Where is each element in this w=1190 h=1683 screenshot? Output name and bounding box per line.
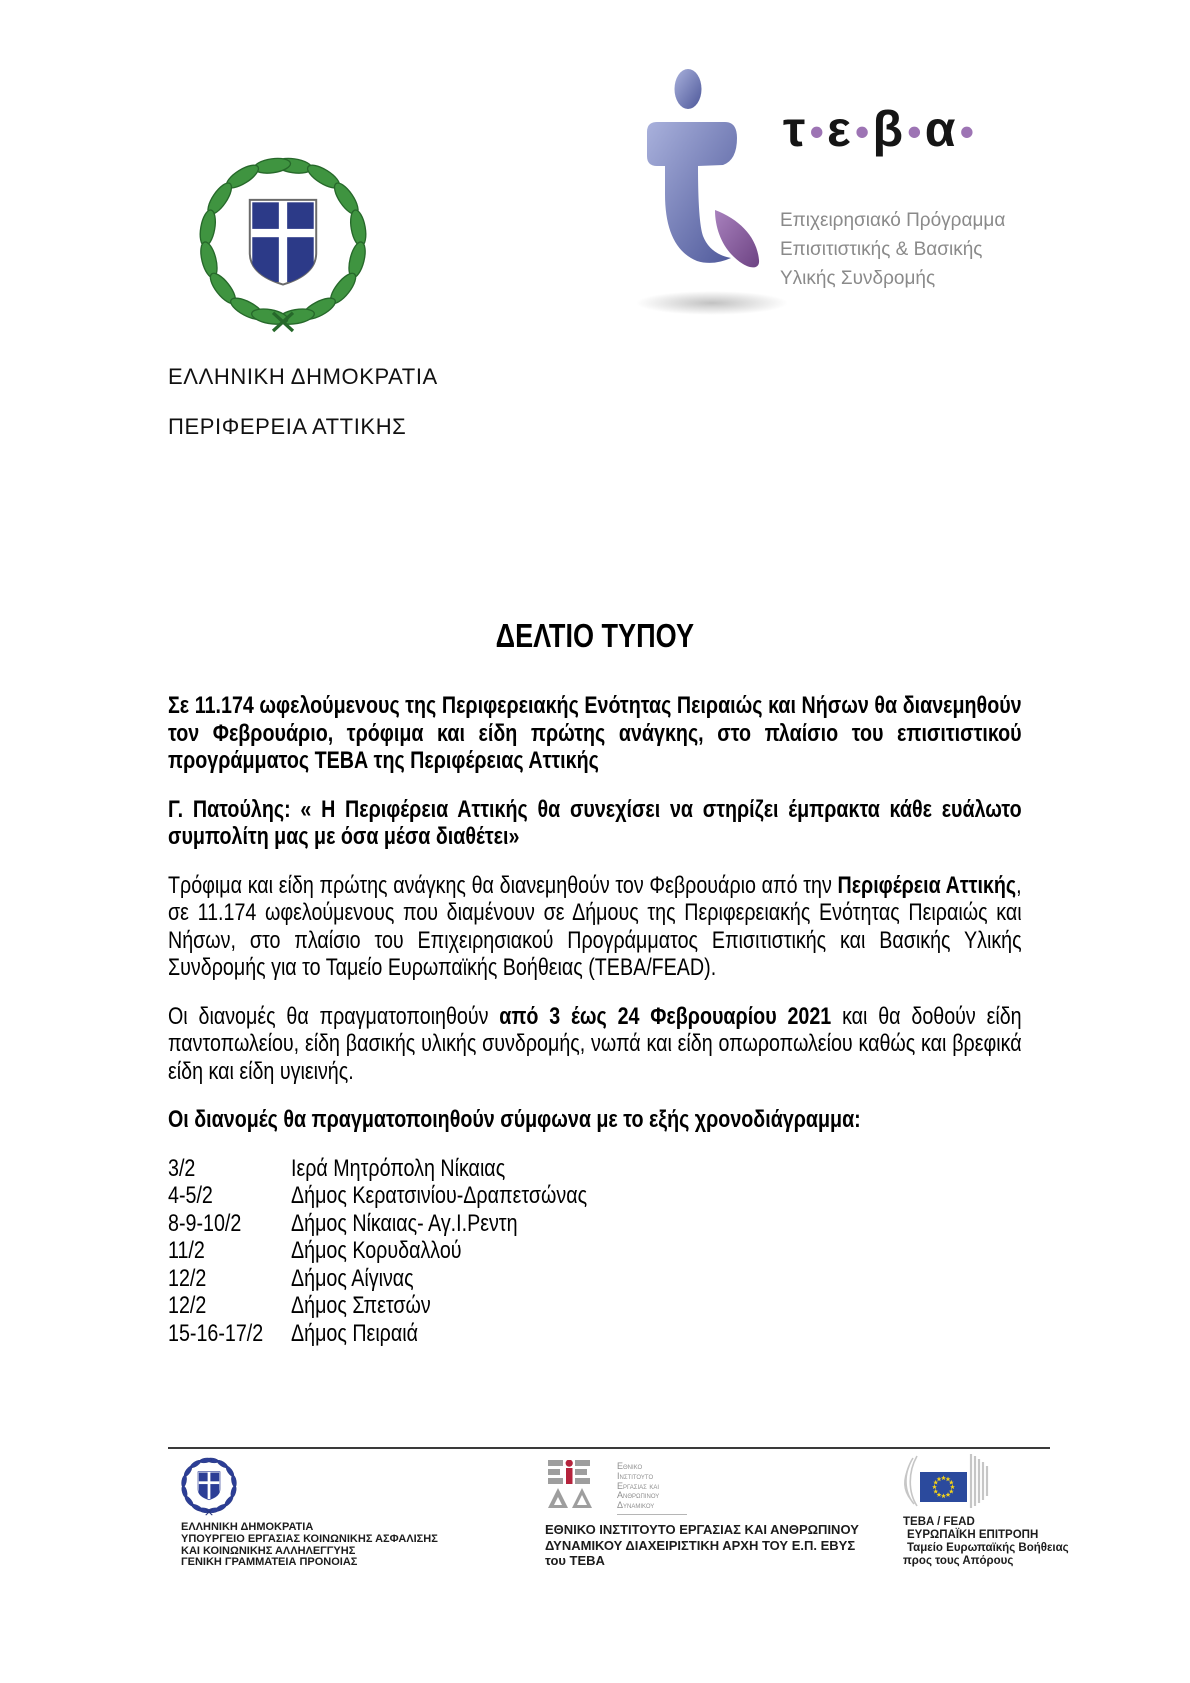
schedule-location: Δήμος Κερατσινίου-Δραπετσώνας	[291, 1182, 588, 1209]
schedule-date: 15-16-17/2	[168, 1319, 264, 1347]
schedule-row	[168, 1320, 1022, 1348]
teba-dot-icon: •	[959, 108, 975, 155]
footer-line: ΕΘΝΙΚΟ ΙΝΣΤΙΤΟΥΤΟ ΕΡΓΑΣΙΑΣ ΚΑΙ ΑΝΘΡΩΠΙΝΟΥ	[545, 1522, 859, 1537]
schedule-date: 11/2	[168, 1237, 205, 1264]
eiead-logo-caption	[617, 1462, 687, 1515]
footer-line: TEBA / FEAD	[903, 1516, 975, 1528]
footer-ministry-block	[181, 1522, 438, 1569]
schedule-date: 12/2	[168, 1264, 207, 1292]
footer-line: ΕΛΛΗΝΙΚΗ ΔΗΜΟΚΡΑΤΙΑ	[181, 1521, 314, 1533]
footer-line: ΔΥΝΑΜΙΚΟΥ ΔΙΑΧΕΙΡΙΣΤΙΚΗ ΑΡΧΗ ΤΟΥ Ε.Π. ΕΒΥΣ	[545, 1537, 856, 1553]
schedule-date: 8-9-10/2	[168, 1209, 242, 1237]
schedule-row	[168, 1155, 1022, 1183]
lead-paragraph: Σε 11.174 ωφελούμενους της Περιφερειακής Ενότητας Πειραιώς και Νήσων θα διανεμηθούν τον Φεβρουάριο, τρόφιμα και είδη πρώτης ανάγκης, στο πλαίσιο του επισιτιστικού προγράμματος ΤΕΒΑ της Περιφέρειας Αττικής	[168, 692, 1022, 774]
teba-letter: τ	[783, 101, 807, 157]
quote-paragraph: Γ. Πατούλης: « Η Περιφέρεια Αττικής θα συνεχίσει να στηρίζει έμπρακτα κάθε ευάλωτο συμπολίτη μας με όσα μέσα διαθέτει»	[168, 795, 1022, 850]
text-segment-bold: Περιφέρεια Αττικής	[837, 871, 1017, 899]
logo-caption-line: Ανθρωπινου	[617, 1490, 660, 1501]
schedule-row	[168, 1210, 1022, 1238]
schedule-location: Δήμος Σπετσών	[291, 1292, 431, 1319]
teba-figure-icon	[585, 62, 795, 324]
logo-caption-line: Ινστιτουτο	[617, 1470, 654, 1481]
footer-line: ΚΑΙ ΚΟΙΝΩΝΙΚΗΣ ΑΛΛΗΛΕΓΓΥΗΣ	[181, 1544, 356, 1557]
text-segment: , σε 11.174 ωφελούμενους που διαμένουν σε Δήμους της Περιφερειακής Ενότητας Πειραιώς και Νήσων, στο πλαίσιο του Επιχειρησιακού Προγράμματος Επισιτιστικής και Βασικής Υλικής Συνδρομής για το Ταμείο Ευρωπαϊκής Βοήθειας (ΤΕΒΑ/FEAD).	[168, 871, 1022, 981]
region-attica-label: ΠΕΡΙΦΕΡΕΙΑ ΑΤΤΙΚΗΣ	[168, 414, 407, 439]
teba-dot-icon: •	[907, 108, 922, 155]
schedule-location: Ιερά Μητρόπολη Νίκαιας	[291, 1154, 506, 1182]
logo-caption-line: Εθνικο	[617, 1461, 643, 1471]
schedule-row	[168, 1182, 1022, 1210]
schedule-list	[168, 1155, 1022, 1348]
greek-national-emblem-icon	[176, 150, 390, 336]
schedule-row	[168, 1265, 1022, 1293]
hellenic-republic-label: ΕΛΛΗΝΙΚΗ ΔΗΜΟΚΡΑΤΙΑ	[168, 364, 438, 389]
footer-line: του ΤΕΒΑ	[545, 1553, 605, 1568]
schedule-location: Δήμος Αίγινας	[291, 1264, 414, 1292]
teba-dot-icon: •	[854, 108, 870, 155]
teba-program-subtitle	[780, 206, 1005, 293]
text-segment: και θα δοθούν είδη παντοπωλείου, είδη βασικής υλικής συνδρομής, νωπά και είδη οπωροπωλείου καθώς και βρεφικά είδη και είδη υγιεινής.	[168, 1002, 1022, 1085]
text-segment: Τρόφιμα και είδη πρώτης ανάγκης θα διανεμηθούν τον Φεβρουάριο από την	[168, 871, 838, 899]
teba-subtitle-line: Υλικής Συνδρομής	[780, 268, 936, 289]
schedule-location: Δήμος Νίκαιας- Αγ.Ι.Ρεντη	[291, 1209, 518, 1237]
schedule-date: 3/2	[168, 1154, 196, 1182]
schedule-intro: Οι διανομές θα πραγματοποιηθούν σύμφωνα με το εξής χρονοδιάγραμμα:	[168, 1106, 861, 1133]
page-title: ΔΕΛΤΙΟ ΤΥΠΟΥ	[495, 617, 695, 654]
footer-line: ΓΕΝΙΚΗ ΓΡΑΜΜΑΤΕΙΑ ΠΡΟΝΟΙΑΣ	[181, 1556, 358, 1569]
schedule-date: 12/2	[168, 1292, 207, 1319]
paragraph-distribution	[168, 872, 1022, 982]
european-commission-logo-icon	[900, 1450, 992, 1514]
footer-divider	[168, 1447, 1050, 1449]
logo-caption-line: Δυναμικου	[617, 1500, 655, 1511]
teba-letter: β	[872, 101, 905, 157]
teba-letter: ε	[827, 101, 852, 157]
teba-wordmark	[783, 100, 977, 158]
document-body	[168, 618, 1022, 1347]
teba-letter: α	[924, 101, 957, 157]
paragraph-dates	[168, 1003, 1022, 1086]
schedule-row	[168, 1237, 1022, 1265]
schedule-location: Δήμος Πειραιά	[291, 1319, 419, 1347]
teba-subtitle-line: Επιχειρησιακό Πρόγραμμα	[780, 210, 1006, 231]
logo-caption-line: Εργασιας και	[617, 1480, 660, 1491]
footer-line: προς τους Απόρους	[903, 1555, 1014, 1567]
teba-subtitle-line: Επισιτιστικής & Βασικής	[780, 239, 983, 260]
footer-line: ΕΥΡΩΠΑΪΚΗ ΕΠΙΤΡΟΠΗ	[907, 1529, 1039, 1541]
schedule-date: 4-5/2	[168, 1182, 213, 1209]
footer-line: Ταμείο Ευρωπαϊκής Βοήθειας	[907, 1542, 1069, 1554]
text-segment: Οι διανομές θα πραγματοποιηθούν	[168, 1002, 500, 1030]
schedule-location: Δήμος Κορυδαλλού	[291, 1237, 462, 1264]
text-segment-bold: από 3 έως 24 Φεβρουαρίου 2021	[499, 1002, 832, 1030]
eiead-logo-icon	[548, 1460, 618, 1512]
greek-emblem-footer-icon	[176, 1455, 242, 1517]
schedule-row	[168, 1292, 1022, 1320]
teba-dot-icon: •	[809, 108, 825, 155]
footer-line: ΥΠΟΥΡΓΕΙΟ ΕΡΓΑΣΙΑΣ ΚΟΙΝΩΝΙΚΗΣ ΑΣΦΑΛΙΣΗΣ	[181, 1532, 438, 1545]
footer-teba-fead-block	[903, 1516, 1069, 1568]
footer-institute-block	[545, 1522, 859, 1569]
